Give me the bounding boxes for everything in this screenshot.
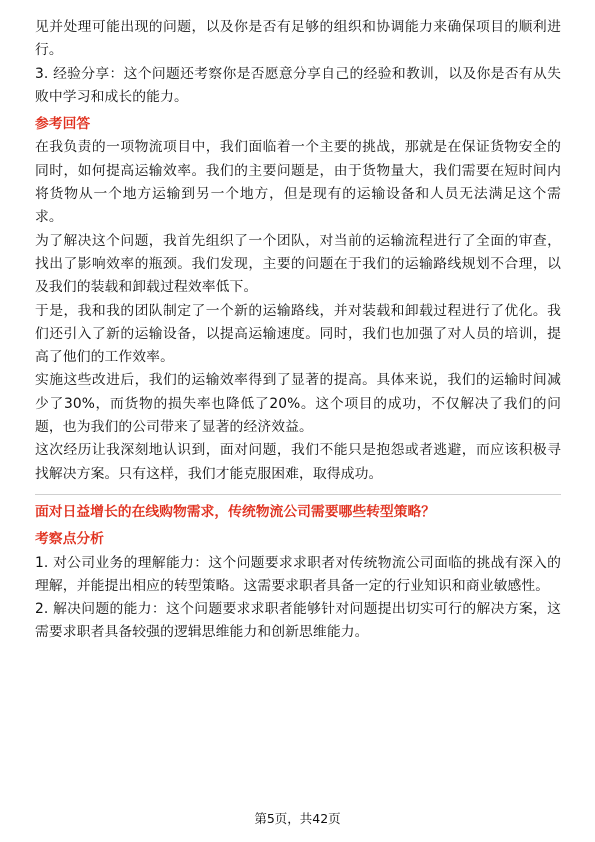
answer-paragraph-1: 在我负责的一项物流项目中，我们面临着一个主要的挑战，那就是在保证货物安全的同时，如何提高运输效率。我们的主要问题是，由于货物量大，我们需要在短时间内将货物从一个地方运输到另一个地方，但是现有的运输设备和人员无法满足这个需求。: [35, 139, 561, 226]
analysis-point-1: 1. 对公司业务的理解能力：这个问题要求求职者对传统物流公司面临的挑战有深入的理解，并能提出相应的转型策略。这需要求职者具备一定的行业知识和商业敏感性。: [35, 554, 561, 594]
answer-paragraph-3: 于是，我和我的团队制定了一个新的运输路线，并对装载和卸载过程进行了优化。我们还引入了新的运输设备，以提高运输速度。同时，我们也加强了对人员的培训，提高了他们的工作效率。: [35, 302, 561, 366]
answer-paragraph-2: 为了解决这个问题，我首先组织了一个团队，对当前的运输流程进行了全面的审查，找出了影响效率的瓶颈。我们发现，主要的问题在于我们的运输路线规划不合理，以及我们的装载和卸载过程效率低下。: [35, 232, 561, 296]
analysis-point-2: 2. 解决问题的能力：这个问题要求求职者能够针对问题提出切实可行的解决方案，这需要求职者具备较强的逻辑思维能力和创新思维能力。: [35, 601, 561, 641]
answer-paragraph-4: 实施这些改进后，我们的运输效率得到了显著的提高。具体来说，我们的运输时间减少了30%，而货物的损失率也降低了20%。这个项目的成功，不仅解决了我们的问题，也为我们的公司带来了显著的经济效益。: [35, 372, 561, 436]
question-title: 面对日益增长的在线购物需求，传统物流公司需要哪些转型策略？: [35, 503, 436, 520]
reference-answer-heading: 参考回答: [35, 116, 91, 133]
point-3-paragraph: 3. 经验分享：这个问题还考察你是否愿意分享自己的经验和教训，以及你是否有从失败中学习和成长的能力。: [35, 65, 561, 105]
answer-paragraph-5: 这次经历让我深刻地认识到，面对问题，我们不能只是抱怨或者逃避，而应该积极寻找解决方案。只有这样，我们才能克服困难，取得成功。: [35, 442, 561, 482]
document-page: [35, 16, 561, 645]
section-divider: [35, 494, 561, 495]
page-number: 第5页，共42页: [254, 811, 341, 826]
continued-paragraph: 见并处理可能出现的问题，以及你是否有足够的组织和协调能力来确保项目的顺利进行。: [35, 19, 561, 59]
analysis-heading: 考察点分析: [35, 531, 104, 548]
